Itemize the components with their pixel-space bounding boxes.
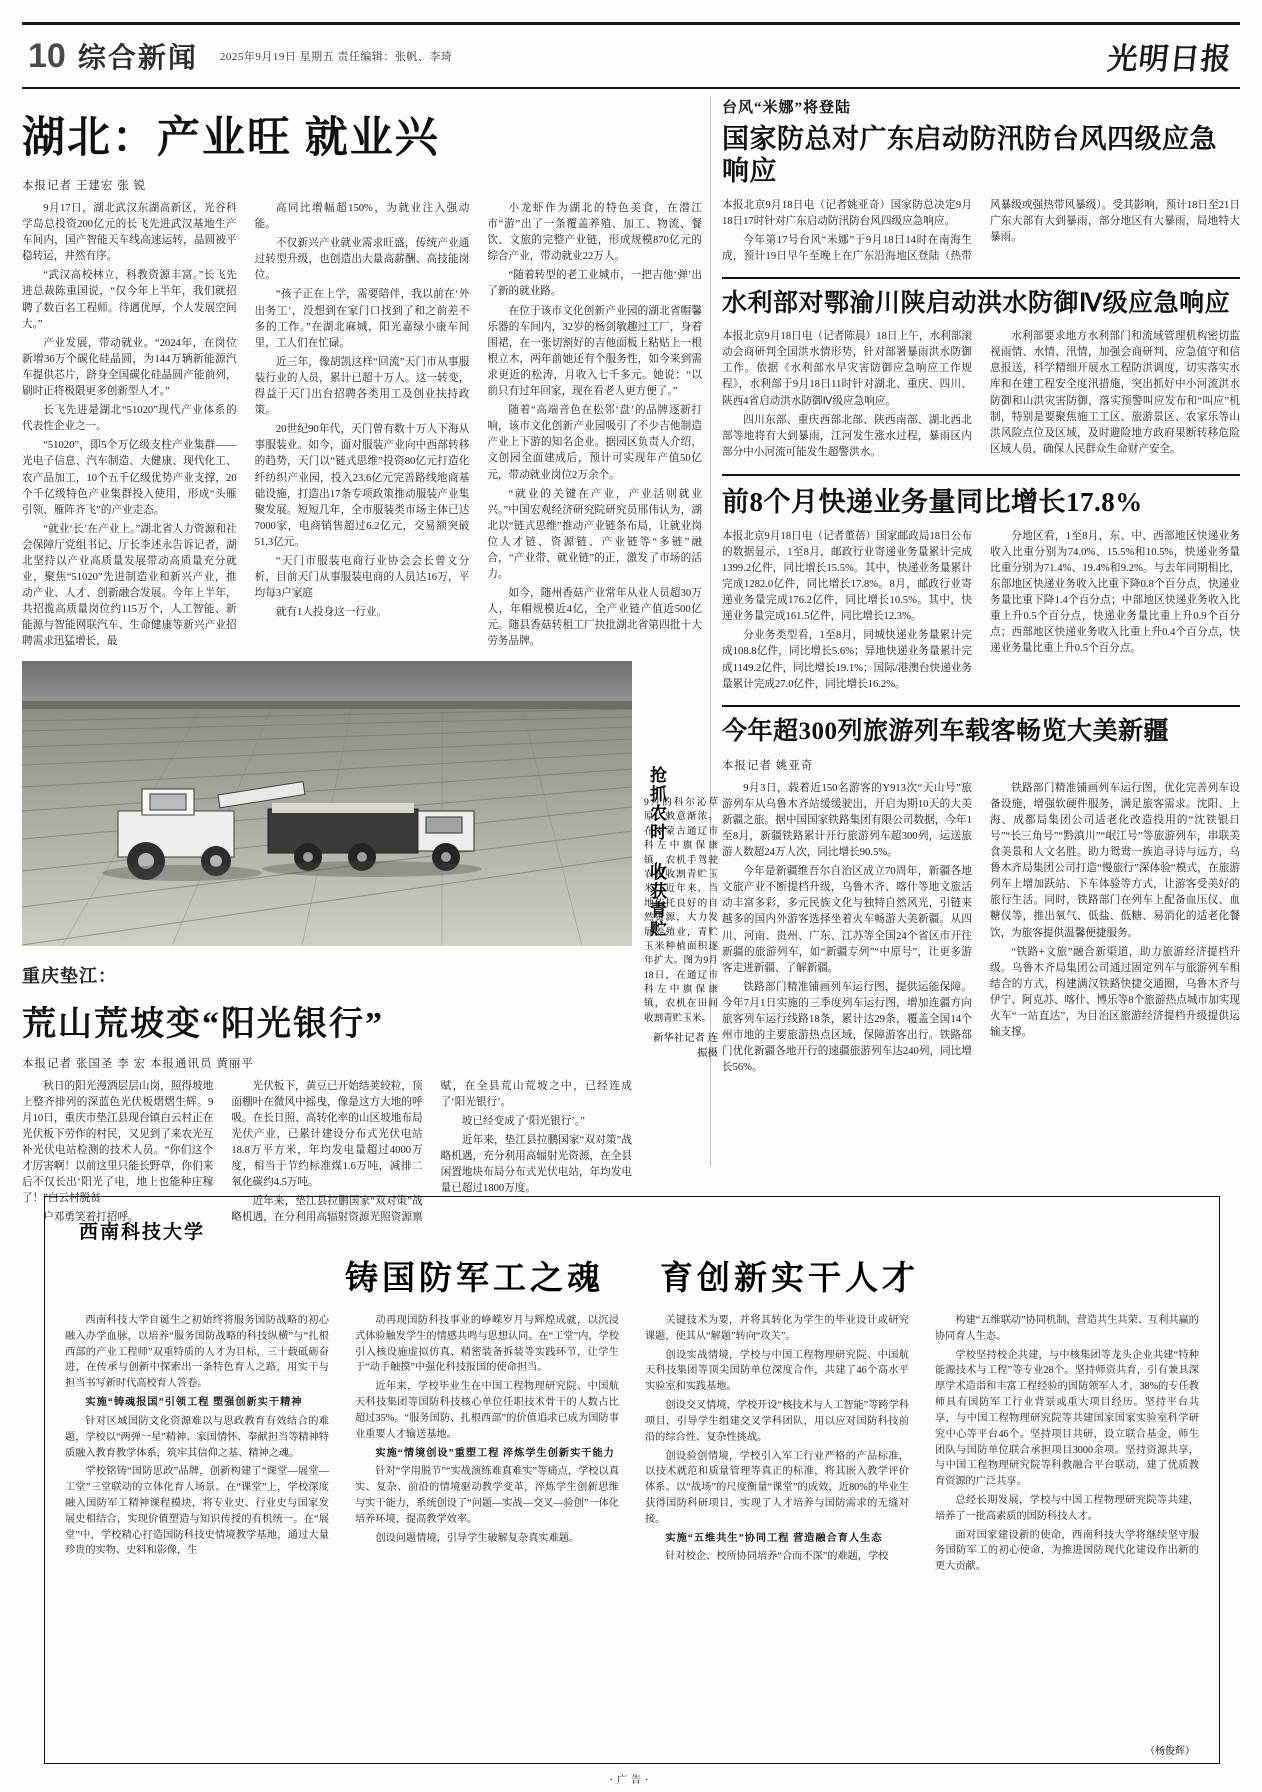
paragraph: 长飞先进是湖北“51020”现代产业体系的代表性企业之一。 (22, 405, 237, 433)
photo-caption-title: 抢抓农时 收获青贮 (647, 766, 666, 939)
paragraph: “孩子正在上学，需要陪伴，我以前在‘外出务工’，没想到在家门口找到了和之前差不多的工作。”在湖北麻城，阳光嘉绿小康车间里，工人们在忙碌。 (254, 289, 470, 349)
divider (722, 705, 1240, 707)
right-column-zone (722, 96, 1240, 1076)
paragraph: 9月17日，湖北武汉东湖高新区，光谷科学岛总投资200亿元的长飞先进武汉基地生产车间内，国产智能天车线高速运转，晶圆被平稳转运，井然有序。 (22, 203, 237, 263)
ad-university-name: 西南科技大学 (79, 1222, 206, 1243)
paragraph: 户邓勇笑着打招呼。 (43, 1212, 139, 1224)
photo-artwork (22, 661, 632, 946)
paragraph: 创设交叉情境，学校开设“核技术与人工智能”等跨学科项目，引导学生组建交叉学科团队，用以应对国防科技前沿的综合性、复杂性挑战。 (645, 1400, 909, 1443)
paragraph: 今年是新疆维吾尔自治区成立70周年，新疆各地文旅产业不断提档升级，乌鲁木齐、喀什等地文旅活动丰富多彩，多元民族文化与独特自然风光，引链来越多的国内外游客选择坐着火车畅游大美新疆。从四川、河南、贵州、广东、江苏等全国24个省区市开往新疆的旅游列车，如“新疆专列”“中原号”，让更多游客走进新疆、了解新疆。 (722, 866, 972, 974)
paragraph: 秋日的阳光漫洒层层山岗，照得坡地上整齐排列的深蓝色光伏板熠熠生辉。9月10日，重庆市垫江县现台镇白云村正在光伏板下劳作的村民，又见到了来农光互补光伏电站检测的技术人员。“你们这个才厉害啊！以前这里只能长野草，你们来后不仅长出‘阳光了电，地上也能种庄稼了！”白云村脱贫 (22, 1080, 214, 1205)
masthead (22, 22, 1240, 89)
ad-body-columns (65, 1313, 1199, 1575)
article-2-headline: 水利部对鄂渝川陕启动洪水防御Ⅳ级应急响应 (722, 290, 1231, 318)
paragraph: 针对校企、校所协同培养“合而不深”的难题，学校 (665, 1551, 889, 1563)
ad-headline-row (65, 1252, 1199, 1299)
advertisement-block (44, 1196, 1220, 1764)
paragraph: 分地区看，1至8月，东、中、西部地区快递业务收入比重分别为74.0%、15.5%和10.5%，快递业务量比重分别为71.4%、19.4%和9.2%。与去年同期相比，东部地区快递业务收入比重下降0.8个百分点，快递业务量比重下降1.4个百分点；中部地区快递业务收入比重上升0.5个百分点，快递业务量比重上升0.9个百分点；西部地区快递业务收入比重上升0.4个百分点，快递业务量比重上升0.5个百分点。 (990, 530, 1240, 655)
paragraph: “随着转型的老工业城市，一把吉他‘弹’出了新的就业路。 (487, 270, 702, 298)
paragraph: 近三年，像胡凯这样“回流”天门市从事服装行业的人员，累计已超十万人。这一转变，得益于天门出台招聘各类用工及创业扶持政策。 (254, 356, 470, 417)
paragraph: 创设验创情境，学校引入军工行业严格的产品标准，以技术就范和质量管理等真正的标准，将其嵌入教学评价体系。以“战场”的尺度衡量“课堂”的成效，近80%的毕业生获得国防科研项目，实现了人才培养与国防需求的无缝对接。 (645, 1450, 909, 1525)
paragraph: 近年来，垫江县拉鹏国家“双对策”战略机遇，在分利用高辐射资源光照资源禀赋，在全县荒山荒坡之中，已经连成了‘阳光银行’。 (231, 1080, 632, 1224)
article-byline: 本报北京9月18日电（记者陈晨）18日上午，水利部滚动会商研判全国洪水情形势，针对部署暴雨洪水防御工作。依据《水利部水早灾害防御应急响应工作规程》，水利部于9月18日11时针对湖北、重庆、四川、陕西4省启动洪水防御Ⅳ级应急响应。 (722, 331, 972, 407)
paragraph: 9月3日，载着近150名游客的Y913次“天山号”旅游列车从乌鲁木齐站缓缓驶出，开启为期10天的大美新疆之旅。据中国国家铁路集团有限公司数据，今年1至8月，新疆铁路累计开行旅游列车超300列，运送旅游人数超24万人次，同比增长90.5%。 (722, 782, 972, 859)
paragraph: 面对国家建设新的使命，西南科技大学将继续坚守服务国防军工的初心使命，为推进国防现代化建设作出新的更大贡献。 (935, 1529, 1199, 1573)
lead-headline: 湖北：产业旺 就业兴 (22, 115, 440, 162)
issue-date-editors: 2025年9月19日 星期五 责任编辑：张帆、李琦 (219, 51, 453, 63)
paragraph: 在位于该市文化创新产业园的湖北省帽馨乐器的车间内，32岁的杨剑敏趣过工厂，身着围裙，在一张切割好的吉他面板上粘贴上一根根立木，两年前她还有个服务性，如今来到需求更近的松涛，月收入七千多元。她说：“以前只有过年回家，现在看老人更方便了。” (487, 305, 702, 398)
paragraph: 创设问题情境，引导学生破解复杂真实难题。 (375, 1532, 580, 1544)
article-byline: 本报北京9月18日电（记者姚亚奇）国家防总决定9月18日17时针对广东启动防汛防台风四级应急响应。 (722, 199, 972, 227)
paragraph: “武汉高校林立，科教资源丰富。”长飞先进总裁陈重国说，“仅今年上半年，我们就招聘了数百名工程师。待遇优厚，个人发展空间大。” (22, 270, 237, 330)
paragraph: 高同比增幅超150%，为就业注入强动能。 (254, 203, 470, 231)
paragraph: 学校铭铸“国防思政”品牌，创新构建了“课堂—展堂—工堂”三堂联动的立体化育人场景。在“课堂”上，学校深度融入国防军工精神课程模块，将专业史、行业史与国家发展史相结合，实现价值塑造与知识传授的有机统一。在“展堂”中，学校精心打造国防科技史情境教学基地，通过大量珍贵的实物、史料和影像，生 (65, 1466, 329, 1557)
paragraph: 光伏板下，黄豆已开始结荚较粒，顶面棚叶在微风中摇曳，像是这方大地的呼吸。在长日照、高转化率的山区坡地布局光伏产业，已累计建设分布式光伏电站18.8万平方米，年均发电量超过4000万度，相当于节约标准煤1.6万吨，减排二氧化碳约4.5万吨。 (231, 1080, 423, 1189)
article-2-body (722, 329, 1240, 462)
ad-headline-left: 铸国防军工之魂 (345, 1261, 604, 1297)
ad-headline-right: 育创新实干人才 (660, 1261, 919, 1297)
ad-subhead: 实施“五维共生”协同工程 营造融合育人生态 (665, 1532, 883, 1544)
paragraph: 坡已经变成了‘阳光银行’。” (461, 1115, 585, 1127)
right-article-3 (722, 486, 1240, 692)
paragraph: 就有1人投身这一行业。 (275, 607, 388, 619)
paragraph: “铁路+文旅”融合新渠道，助力旅游经济提档升级。乌鲁木齐局集团公司通过固定列车与旅游列车相结合的方式，构建满汉铁路快捷交通圈，乌鲁木齐与伊宁、阿克苏、喀什、博乐等8个旅游热点城市加实现火车“一站直达”，为目治区旅游经济提档升级提供运输支撑。 (990, 946, 1240, 1039)
paragraph: “天门市服装电商行业协会会长曾文分析，目前天门从事服装电商的人员达16万，平均每3户家庭 (254, 555, 470, 600)
left-column-zone (22, 96, 718, 1226)
article-3-headline: 前8个月快递业务量同比增长17.8% (722, 487, 1143, 518)
article-4-headline: 今年超300列旅游列车载客畅览大美新疆 (722, 717, 1170, 745)
paragraph: 20世纪90年代，天门曾有数十万人下海从事服装业。如今，面对服装产业向中西部转移的趋势，天门以“链式思维”投资80亿元打造化纤纺织产业园，投入23.6亿元完善路线地商基础设施，打造出17条专项政策推动服装产业集聚发展。短短几年，全市服装类市场主体已达7000家，电商销售超过6.2亿元，交易额突破51.3亿元。 (254, 424, 470, 548)
truck-vehicle (268, 803, 474, 871)
second-story-kicker: 重庆垫江： (22, 965, 117, 986)
lead-article-body (22, 201, 702, 651)
paragraph: 不仅新兴产业就业需求旺盛，传统产业通过转型升级，也创造出大量高薪酬、高技能岗位。 (254, 238, 470, 282)
paragraph: “51020”，即5个万亿级支柱产业集群——光电子信息、汽车制造、大健康、现代化工、农产品加工，10个五千亿级优势产业支撑，20个千亿级特色产业集群投入使用，形成“头雁引领、雁阵齐飞”的产业走态。 (22, 440, 237, 516)
paragraph: 动再现国防科技事业的峥嵘岁月与辉煌成就，以沉浸式体验触发学生的情感共鸣与思想认同。在“工堂”内，学校引入核设施虚拟仿真、精密装备拆装等实践环节，让学生于“动手触摸”中强化科技报国的使命担当。 (355, 1315, 619, 1374)
article-4-body (722, 781, 1240, 1077)
paragraph: 总经长期发展，学校与中国工程物理研究院等共建，培养了一批高素质的国防科技人才。 (935, 1494, 1199, 1522)
paragraph: 铁路部门精准铺画列车运行图，优化完善列车设备设施，增强软硬件服务，满足旅客需求。沈阳、上海、成都局集团公司适老化改造投用的“沈铁银日号”“长三角号”“黔滇川”“岷江号”等旅游列车，串联美食美景和人文名胜。助力鸳鸯一族追寻诗与远方，乌鲁木齐局集团公司打造“慢旅行”深体验“模式，在旅游列车上增加跃站、下车体验等方式，让游客受美好的旅行生活。同时，铁路部门在列车上配备血压仪、血糖仪等，推出氧气、低盐、低糖、易消化的适老化餐饮，为旅客提供温馨便捷服务。 (990, 782, 1240, 939)
ad-subhead: 实施“铸魂报国”引领工程 塑强创新实干精神 (85, 1397, 303, 1409)
paragraph: “就业‘长’在产业上。”湖北省人力资源和社会保障厅党组书记、厅长李述永告诉记者，湖北坚持以产业高质量发展带动高质量充分就业，聚焦“51020”先进制造业和新兴产业，推动产业、人才、创新融合发展。今年上半年，共招揽高质量岗位约115万个，人工智能、新能源与智能网联汽车、生命健康等新兴产业招聘需求迅猛增长，最 (22, 523, 237, 648)
paragraph: 水利部要求地方水利部门和流域管理机构密切监视雨情、水情、汛情，加强会商研判、应急值守和信息报送，科学精细开展水工程防洪调度，切实落实水库和在建工程安全度汛措施，突出抓好中小河流洪水防御和山洪灾害防御，落实预警叫应发布和“叫应”机制，特别是要聚焦施工工区、旅游景区、农家乐等山洪风险点位及区域，及时避险地方政府果断转移危险区域人员，确保人民群众生命财产安全。 (990, 331, 1240, 455)
paragraph: 铁路部门精准铺画列车运行图，提供运能保障。今年7月1日实施的三季度列车运行图，增加连疆方向旅客列车运行线路18条，累计达29条，覆盖全国14个州市地的主要旅游热点区域，保障游客出行。铁路部门优化新疆各地开行的速疆旅游列车达240列，同比增长56%。 (722, 981, 972, 1074)
paragraph: 如今，随州香菇产业常年从业人员超30万人，年帽规模近4亿，全产业链产值近500亿元。随县香菇转租工厂抉批湖北省第四批十大劳务品牌。 (487, 588, 702, 648)
right-article-4 (722, 717, 1240, 1077)
article-4-byline: 本报记者 姚亚奇 (722, 759, 814, 772)
photo-credit: 新华社记者 连振摄 (653, 1033, 718, 1060)
lead-byline: 本报记者 王建宏 张 锐 (22, 180, 147, 192)
paragraph: 产业发展，带动就业。“2024年，在岗位新增36万个碳化硅晶圆，为144万辆新能源汽车提供芯片，跻身全国碳化硅晶圆产能前列，刷时正将极限更多创新型人才。” (22, 337, 237, 398)
page-number: 10 (28, 36, 66, 75)
ad-signature: （杨俊辉） (1145, 1746, 1195, 1757)
paragraph: 近年来，垫江县拉鹏国家“双对策”战略机遇，充分利用高辐射光资源，在全县闲置地块布局分布式光伏电站，年均发电量已超过1800万度。 (440, 1134, 632, 1195)
article-3-body (722, 529, 1240, 693)
ad-label: ·广告· (609, 1775, 653, 1786)
paragraph: 针对区域国防文化资源难以与思政教育有效结合的难题，学校以“两弹一星”精神、家国情怀、奉献担当等精神特质融入教育教学体系，筑牢其信仰之基、精神之魂。 (65, 1415, 329, 1459)
right-article-1 (722, 96, 1240, 265)
paragraph: 今年第17号台风“米娜”于9月18日14时在南海生成，预计19日早午至晚上在广东沿海地区登陆（热带风暴级或强热带风暴级）。受其影响，预计18日至21日广东大部有大到暴雨，部分地区有大暴雨，局地特大暴雨。 (722, 199, 1240, 263)
ad-subhead: 实施“情境创设”重塑工程 淬炼学生创新实干能力 (375, 1447, 615, 1459)
paragraph: 分业务类型看，1至8月，同城快递业务量累计完成108.8亿件，同比增长5.6%；异地快递业务量累计完成1149.2亿件，同比增长19.1%；国际/港澳台快递业务量累计完成27.0亿件，同比增长16.2%。 (722, 630, 972, 690)
paragraph: 创设实战情境，学校与中国工程物理研究院、中国航天科技集团等顶尖国防单位深度合作，共建了46个高水平实验室和实践基地。 (645, 1349, 909, 1393)
divider (722, 474, 1240, 476)
article-1-body (722, 198, 1240, 265)
photo-caption-text-wrap (644, 796, 718, 1059)
paragraph: 随着“高端音色在松邻‘盘’的品牌逐新打响，该市文化创新产业园吸引了不少吉他制造产业上下游的知名企业。据园区负责人介绍，文创园全面建成后，预计可实现年产值50亿元，带动就业岗位2万余个。 (487, 405, 702, 481)
paragraph: 针对“学用脱节”“实战演练难真难实”等痛点，学校以真实、复杂、前沿的情境驱动教学变革，淬炼学生创新思维与实干能力，系统创设了“问题—实战—交叉—验创”一体化培养环境，提高教学效率。 (355, 1466, 619, 1525)
paragraph: 近年来，学校毕业生在中国工程物理研究院、中国航天科技集团等国防科技核心单位任职技术骨干的人数占比超过35%。“服务国防、扎根西部”的价值追求已成为国防事业重要人才输送基地。 (355, 1381, 619, 1440)
article-1-kicker: 台风“米娜”将登陆 (722, 100, 852, 116)
divider (722, 277, 1240, 279)
second-story (22, 962, 632, 1227)
paper-logo: 光明日报 (1105, 43, 1234, 76)
paragraph: 西南科技大学自诞生之初始终将服务国防战略的初心融入办学血脉，以培养“服务国防战略的科技纵横”与“扎根西部的产业工程师”双重特质的人才为目标，三十载砥砺奋进，在传承与创新中探索出一条特色育人之路，用实干与担当书写新时代高校育人答卷。 (65, 1315, 329, 1390)
second-story-byline: 本报记者 张国圣 李 宏 本报通讯员 黄丽平 (22, 1057, 254, 1070)
article-byline: 本报北京9月18日电（记者董蓓）国家邮政局18日公布的数据显示，1至8月，邮政行业寄递业务量累计完成1399.2亿件，同比增长15.5%。其中，快递业务量累计完成1282.0亿件，同比增长17.8%。8月，邮政行业寄递业务量完成176.2亿件，同比增长10.5%。其中，快递业务量完成161.5亿件，同比增长12.3%。 (722, 530, 972, 623)
article-1-headline: 国家防总对广东启动防汛防台风四级应急响应 (722, 124, 1217, 187)
news-photo (22, 661, 632, 946)
paragraph: 学校坚持校企共建，与中核集团等龙头企业共建“特种能源技术与工程”等专业28个。坚持师资共育，引有兼具深厚学术造诣和丰富工程经验的国防领军人才，38%的专任教师具有国防军工行业背景或重大项目经历。坚持平台共享，与中国工程物理研究院等共建国家国家实验室科学研究中心等平台46个。坚持项目共研，设立联合基金，师生团队与国防单位联合承担项目3000余项。坚持资源共享，与中国工程物理研究院等科教融合平台联动，建了优质教育资源的广泛共享。 (935, 1349, 1199, 1488)
paragraph: 四川东部、重庆西部北部、陕西南部、湖北西北部等地将有大到暴雨，江河发生涨水过程，暴雨区内部分中小河流可能发生超警洪水。 (722, 414, 972, 458)
paragraph: 构建“五维联动”协同机制，营造共生共荣、互利共赢的协同育人生态。 (935, 1315, 1199, 1342)
paragraph: 关键技术为要，并将其转化为学生的毕业设计或研究课题，使其从“解题”转向“攻关”。 (645, 1315, 909, 1342)
photo-caption-body: 9月的科尔沁草原，敕意渐浓。在内蒙古通辽市科左中旗保康镇，农机手驾驶农机收割青贮玉米。近年来，当地依托良好的自然资源，大力发展养殖业，青贮玉米种植面积逐年扩大。图为9月18日，在通辽市科左中旗保康镇，农机在田间收割青贮玉米。 (644, 797, 718, 1024)
right-article-2 (722, 289, 1240, 462)
second-story-headline: 荒山荒坡变“阳光银行” (22, 1005, 384, 1043)
section-title: 综合新闻 (77, 43, 198, 74)
paragraph: 小龙虾作为湖北的特色美食，在潜江市“游”出了一条覆盖养殖、加工、物流、餐饮、文旅的完整产业链，形成规模870亿元的综合产业，带动就业22万人。 (487, 203, 702, 263)
paragraph: “就业的关键在产业，产业活则就业兴。”中国宏观经济研究院研究员邢伟认为，湖北以“链式思维”推动产业链条布局，让就业岗位人才链、资源链、产业链等“多链”融合，“产业带、就业链”的正，激发了市场的活力。 (487, 488, 702, 581)
